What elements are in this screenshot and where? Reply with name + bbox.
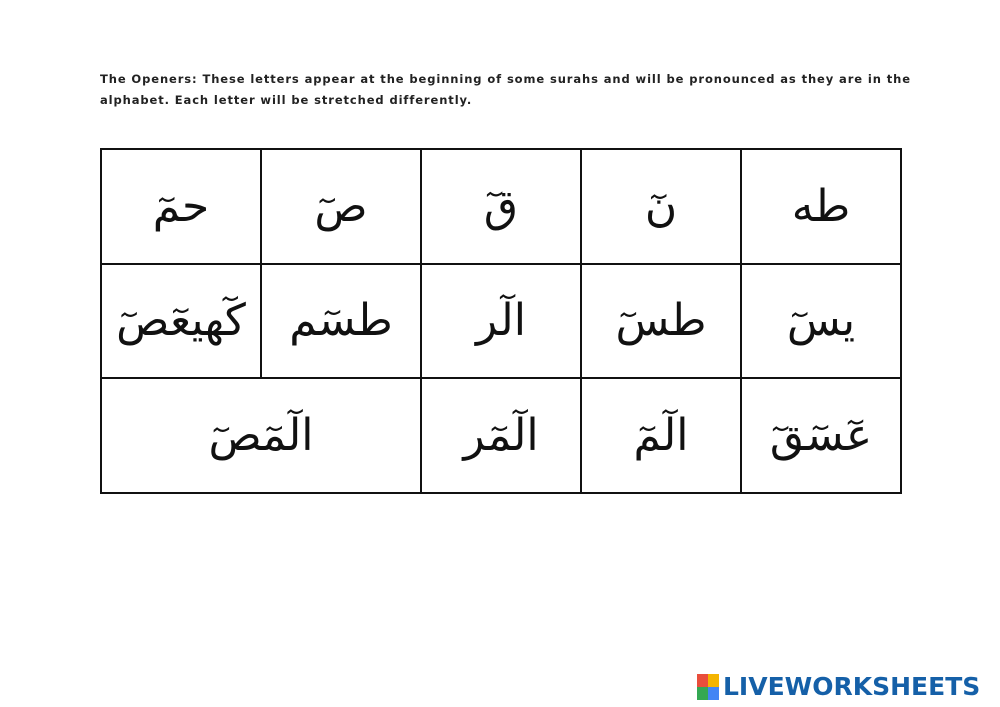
letter-cell: كٓهيعٓصٓ xyxy=(101,264,261,379)
letter-cell: الٓمٓصٓ xyxy=(101,378,421,493)
table-row xyxy=(101,264,901,379)
letter-cell: قٓ xyxy=(421,149,581,264)
letter-cell: يسٓ xyxy=(741,264,901,379)
table-row xyxy=(101,378,901,493)
logo-square-icon xyxy=(708,687,719,700)
logo-square-icon xyxy=(697,687,708,700)
logo-square-icon xyxy=(697,674,708,687)
liveworksheets-logo[interactable] xyxy=(697,673,980,701)
letter-cell: طه xyxy=(741,149,901,264)
letter-cell: صٓ xyxy=(261,149,421,264)
instructions-text: The Openers: These letters appear at the beginning of some surahs and will be pronounced as they are in the alphabet. Each letter will be stretched differently. xyxy=(100,72,911,107)
openers-table xyxy=(100,148,902,494)
letter-cell: طسٓم xyxy=(261,264,421,379)
letter-cell: عٓسٓقٓ xyxy=(741,378,901,493)
letter-cell: طسٓ xyxy=(581,264,741,379)
letter-cell: نٓ xyxy=(581,149,741,264)
logo-text: LIVEWORKSHEETS xyxy=(723,672,981,701)
letter-cell: الٓمٓ xyxy=(581,378,741,493)
letter-cell: الٓمٓر xyxy=(421,378,581,493)
logo-square-icon xyxy=(708,674,719,687)
letter-cell: حمٓ xyxy=(101,149,261,264)
table-row xyxy=(101,149,901,264)
letter-cell: الٓر xyxy=(421,264,581,379)
logo-mark-icon xyxy=(697,674,719,700)
